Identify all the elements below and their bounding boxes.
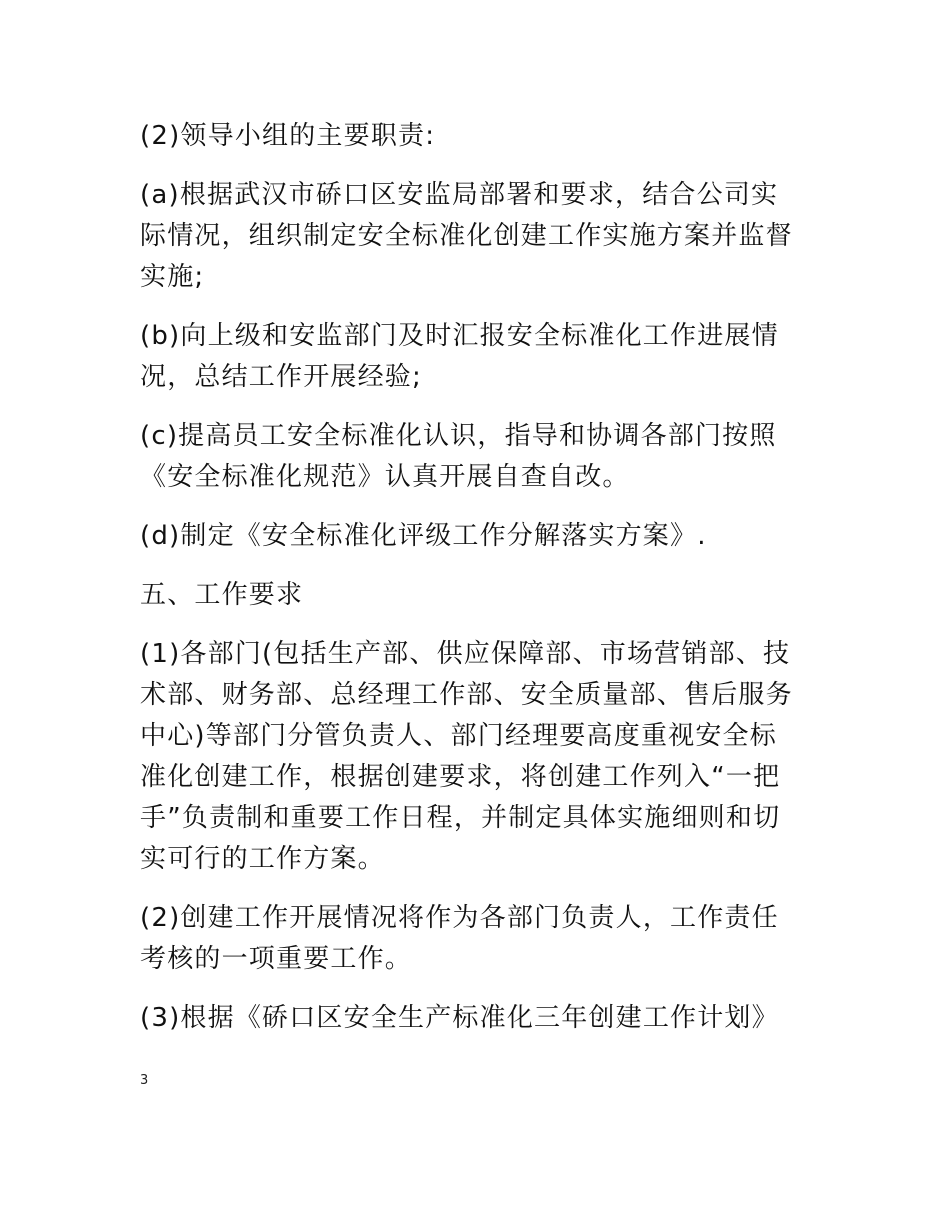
text-line: (3)根据《硚口区安全生产标准化三年创建工作计划》 — [140, 1003, 779, 1033]
text-line: 手”负责制和重要工作日程，并制定具体实施细则和切 — [140, 803, 781, 833]
text-line: 中心)等部门分管负责人、部门经理要高度重视安全标 — [140, 721, 777, 751]
text-line: 际情况，组织制定安全标准化创建工作实施方案并监督 — [140, 221, 793, 251]
text-line: (1)各部门(包括生产部、供应保障部、市场营销部、技 — [140, 639, 791, 669]
text-line: (b)向上级和安监部门及时汇报安全标准化工作进展情 — [140, 321, 779, 351]
document-body — [140, 116, 820, 1057]
paragraph-leadership-duties-heading — [140, 116, 820, 157]
text-line: 术部、财务部、总经理工作部、安全质量部、售后服务 — [140, 680, 793, 710]
paragraph-requirement-1 — [140, 634, 820, 880]
paragraph-duty-a — [140, 175, 820, 298]
paragraph-duty-c — [140, 416, 820, 498]
paragraph-duty-b — [140, 316, 820, 398]
text-line: (2)创建工作开展情况将作为各部门负责人，工作责任 — [140, 903, 779, 933]
text-line: (2)领导小组的主要职责: — [140, 121, 436, 151]
page-number: 3 — [140, 1073, 149, 1088]
text-line: (a)根据武汉市硚口区安监局部署和要求，结合公司实 — [140, 180, 779, 210]
text-line: 考核的一项重要工作。 — [140, 944, 413, 974]
text-line: (c)提高员工安全标准化认识，指导和协调各部门按照 — [140, 421, 777, 451]
section-heading-work-requirements — [140, 575, 820, 616]
text-line: 五、工作要求 — [140, 580, 304, 610]
text-line: (d)制定《安全标准化评级工作分解落实方案》. — [140, 521, 707, 551]
text-line: 《安全标准化规范》认真开展自查自改。 — [140, 462, 630, 492]
text-line: 准化创建工作，根据创建要求，将创建工作列入“一把 — [140, 762, 781, 792]
text-line: 实施; — [140, 262, 205, 292]
paragraph-requirement-2 — [140, 898, 820, 980]
text-line: 实可行的工作方案。 — [140, 844, 385, 874]
text-line: 况，总结工作开展经验; — [140, 362, 422, 392]
paragraph-requirement-3 — [140, 998, 820, 1039]
paragraph-duty-d — [140, 516, 820, 557]
